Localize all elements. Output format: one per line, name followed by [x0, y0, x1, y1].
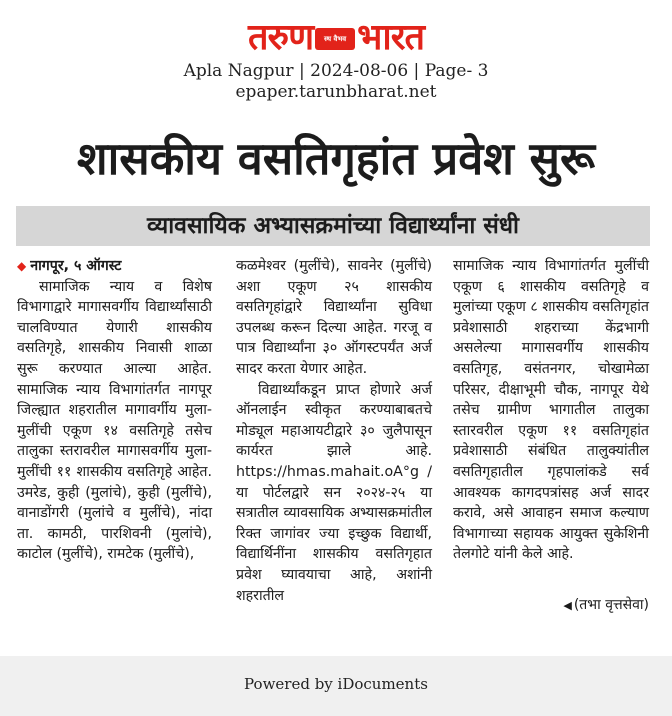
logo-word-right: भारत	[357, 17, 424, 58]
dateline-text: नागपूर, ५ ऑगस्ट	[30, 258, 122, 274]
article-subheadline: व्यावसायिक अभ्यासक्रमांच्या विद्यार्थ्यांना संधी	[16, 206, 650, 246]
article-column-2	[236, 256, 432, 606]
footer	[0, 656, 672, 716]
dateline	[17, 256, 212, 277]
edition-line	[0, 60, 672, 82]
article-column-3	[453, 256, 649, 565]
page-number: Page- 3	[424, 61, 489, 81]
epaper-url[interactable]: epaper.tarunbharat.net	[235, 82, 437, 102]
paragraph: सामाजिक न्याय विभागांतर्गत मुलींची एकूण ६ शासकीय वसतिगृहे व मुलांच्या एकूण ८ शासकीय वसतिगृहांत प्रवेशासाठी शहराच्या केंद्रभागी असलेल्या मागासवर्गीय शासकीय वसतिगृह, वसंतनगर, चोखामेळा परिसर, दीक्षाभूमी चौक, नागपूर येथे तसेच ग्रामीण भागातील तालुका स्तारवरील एकूण ११ वसतिगृहांत प्रवेशासाठी संबंधित तालुक्यांतील वसतिगृहातील गृहपालांकडे सर्व आवश्यक कागदपत्रांसह अर्ज सादर करावे, असे आवाहन समाज कल्याण विभागाच्या सहायक आयुक्त सुकेशिनी तेलगोटे यांनी केले आहे.	[453, 258, 649, 563]
edition-name: Apla Nagpur	[183, 61, 294, 81]
logo-word-left: तरुण	[248, 17, 314, 58]
diamond-bullet-icon: ◆	[17, 259, 27, 273]
news-credit	[453, 596, 649, 615]
credit-text: (तभा वृत्तसेवा)	[573, 597, 649, 613]
article-headline: शासकीय वसतिगृहांत प्रवेश सुरू	[77, 132, 595, 185]
paragraph-text: विद्यार्थ्यांकडून प्राप्त होणारे अर्ज ऑनलाईन स्वीकृत करण्याबाबतचे मोड्यूल महाआयटीद्वारे ३० जुलैपासून कार्यरत झाले आहे. https://hmas.mahait.oA°g / या पोर्टलद्वारे सन २०२४-२५ या सत्रातील व्यावसायिक अभ्यासक्रमांतील रिक्त जागांवर ज्या इच्छुक विद्यार्थी, विद्यार्थिनींना शासकीय वसतिगृहात प्रवेश घ्यावयाचा आहे, अशांनी शहरातील	[236, 381, 432, 604]
logo-seal-icon: स्थ वैभव	[315, 28, 355, 50]
article-column-1	[17, 256, 212, 565]
tarun-bharat-logo	[248, 18, 424, 58]
edition-date: 2024-08-06	[310, 61, 409, 81]
paragraph-text: सामाजिक न्याय व विशेष विभागाद्वारे मागासवर्गीय विद्यार्थ्यांसाठी चालविण्यात येणारी शासकीय वसतिगृहे, शासकीय निवासी शाळा सुरू करण्यात आल्या आहेत. सामाजिक न्याय विभागांतर्गत नागपूर जिल्ह्यात शहरातील मागावर्गीय मुला-मुलींची एकूण १४ वसतिगृहे तसेच तालुका स्तरावरील मागासवर्गीय मुला-मुलींची ११ शासकीय वसतिगृहे आहेत. उमरेड, कुही (मुलांचे), कुही (मुलींचे), वानाडोंगरी (मुलांचे व मुलींचे), नांदा ता. कामठी, पारशिवनी (मुलांचे), काटोल (मुलींचे), रामटेक (मुलींचे),	[17, 278, 212, 563]
separator: |	[298, 61, 305, 81]
triangle-left-icon: ◀	[563, 599, 572, 612]
paragraph	[17, 277, 212, 565]
powered-by-link[interactable]: Powered by iDocuments	[244, 675, 428, 693]
paragraph: कळमेश्वर (मुलींचे), सावनेर (मुलींचे) अशा एकूण २५ शासकीय वसतिगृहांद्वारे विद्यार्थ्यांना सुविधा उपलब्ध करून दिल्या आहेत. गरजू व पात्र विद्यार्थ्यांना ३० ऑगस्टपर्यंत अर्ज सादर करता येणार आहेत.	[236, 258, 432, 377]
separator: |	[413, 61, 420, 81]
masthead	[0, 18, 672, 58]
paragraph	[236, 380, 432, 607]
